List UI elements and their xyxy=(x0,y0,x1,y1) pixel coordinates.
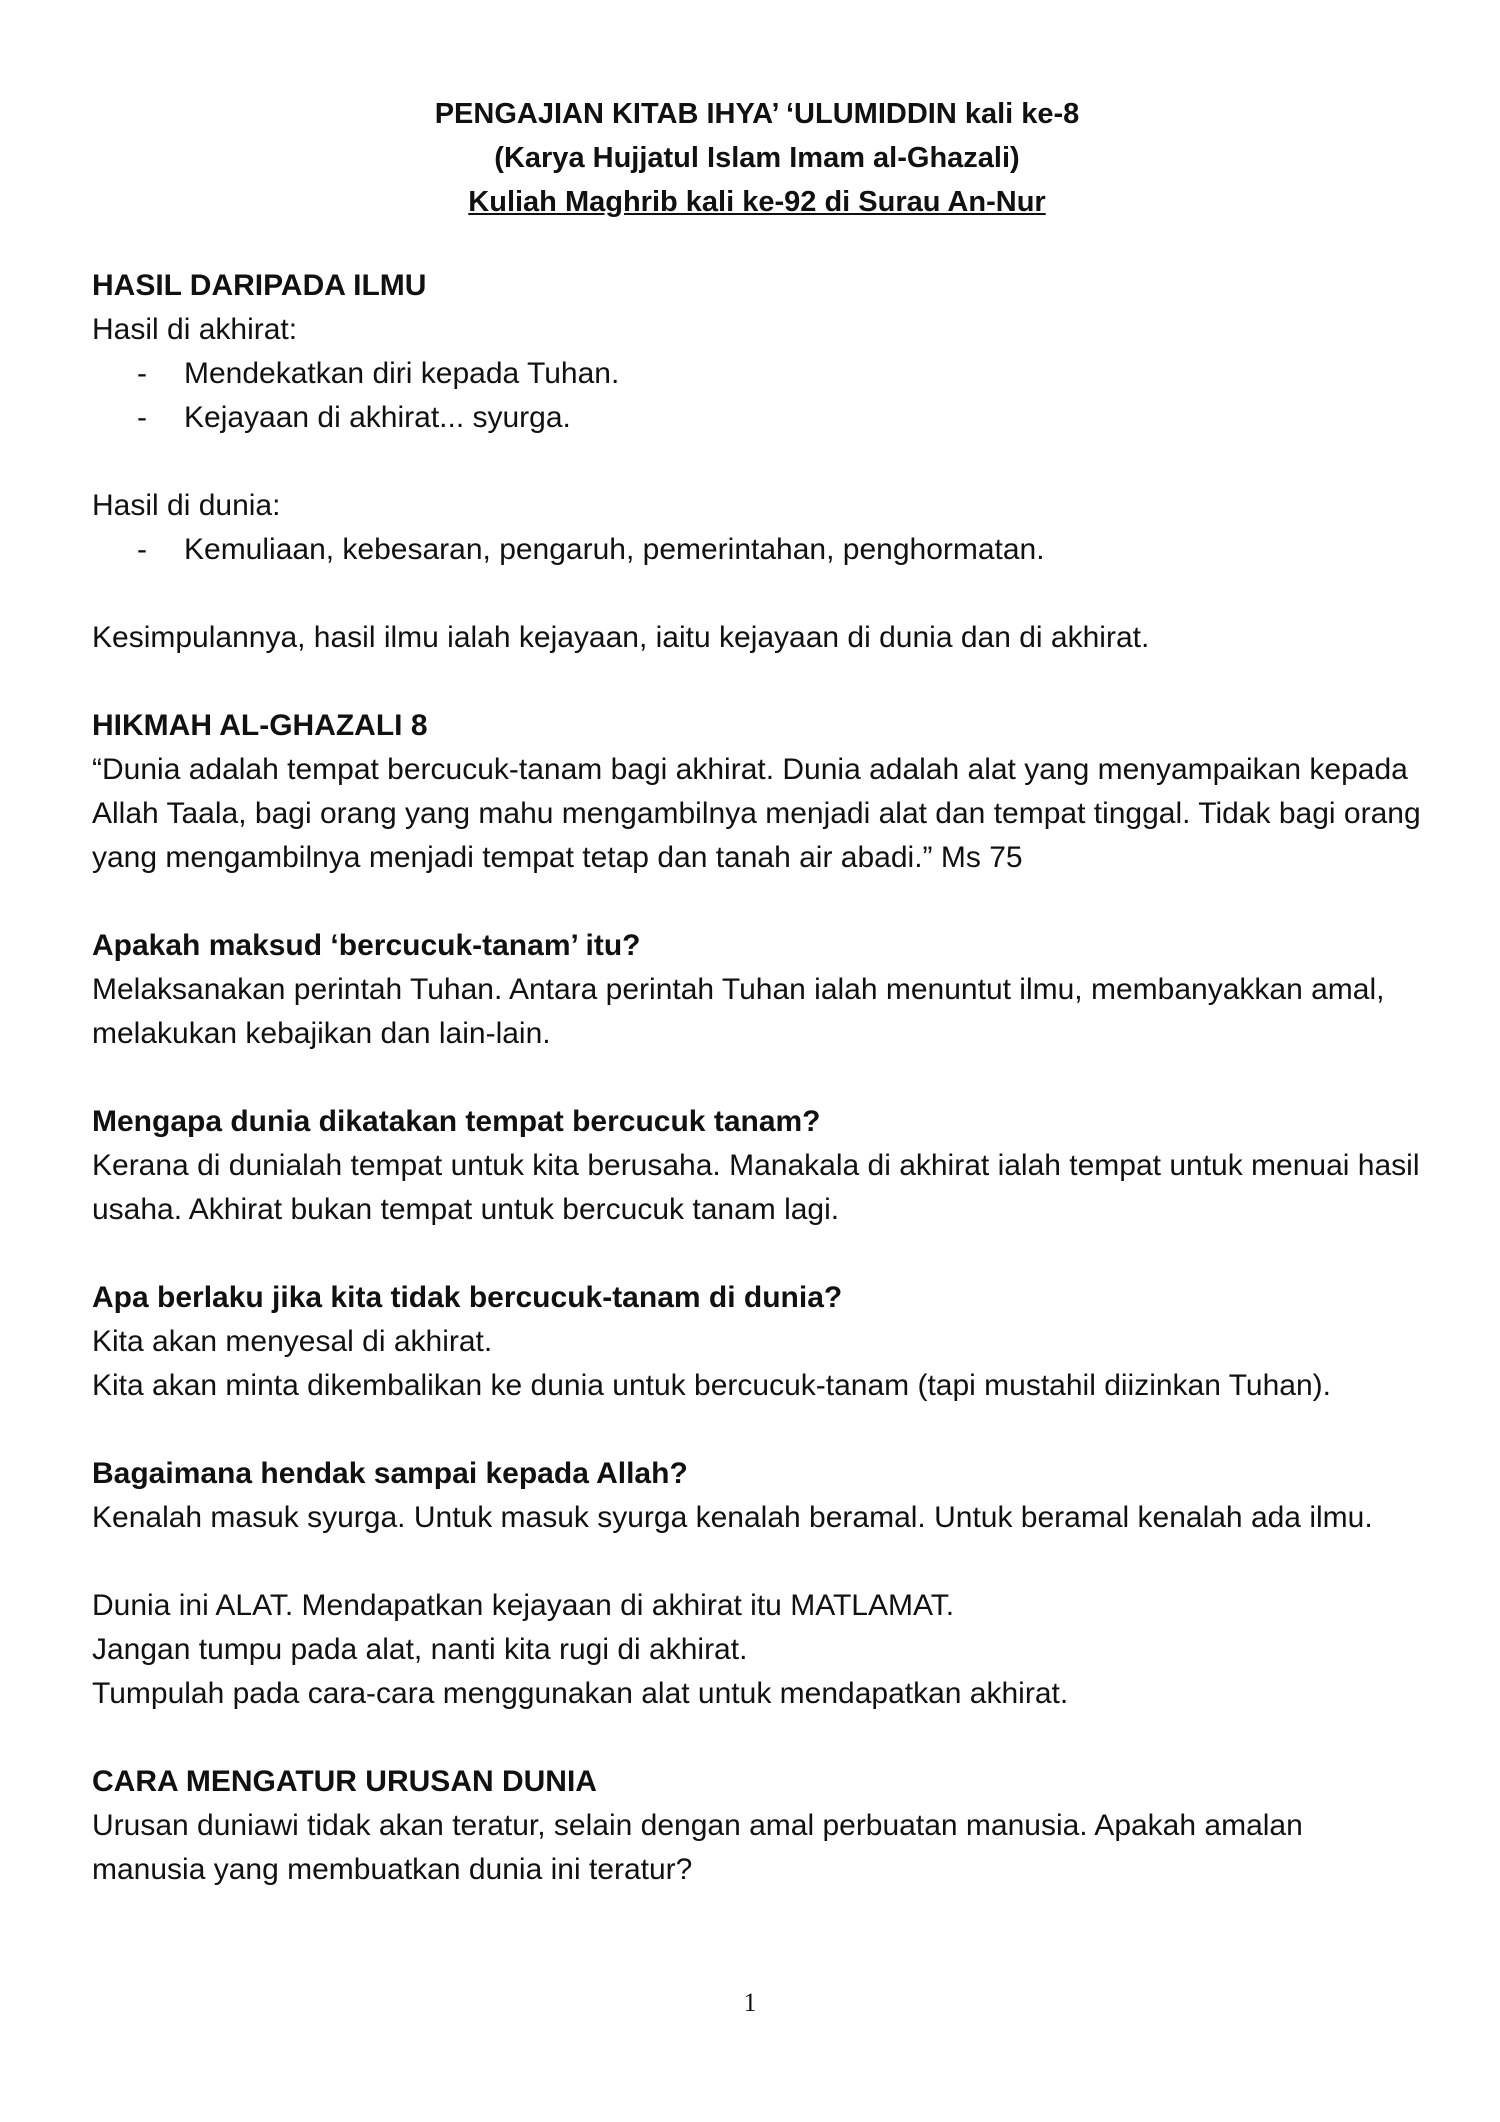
list-item xyxy=(92,528,1422,572)
question-answer: Kenalah masuk syurga. Untuk masuk syurga kenalah beramal. Untuk beramal kenalah ada ilmu. xyxy=(92,1501,1373,1534)
dunia-list xyxy=(92,528,1422,572)
section-heading: CARA MENGATUR URUSAN DUNIA xyxy=(92,1765,597,1798)
page-number: 1 xyxy=(743,1988,757,2017)
dash-marker: - xyxy=(137,357,147,390)
section-question-1 xyxy=(92,924,1422,1056)
question-heading: Mengapa dunia dikatakan tempat bercucuk tanam? xyxy=(92,1105,821,1138)
document-header xyxy=(92,92,1422,224)
question-answer-line: Kita akan minta dikembalikan ke dunia untuk bercucuk-tanam (tapi mustahil diizinkan Tuhan). xyxy=(92,1369,1331,1402)
section-question-4 xyxy=(92,1452,1422,1540)
list-item xyxy=(92,396,1422,440)
list-item xyxy=(92,352,1422,396)
paragraph-line: Tumpulah pada cara-cara menggunakan alat untuk mendapatkan akhirat. xyxy=(92,1677,1069,1710)
section-hikmah xyxy=(92,704,1422,880)
section-question-3 xyxy=(92,1276,1422,1408)
conclusion-text: Kesimpulannya, hasil ilmu ialah kejayaan, iaitu kejayaan di dunia dan di akhirat. xyxy=(92,621,1150,654)
question-heading: Apakah maksud ‘bercucuk-tanam’ itu? xyxy=(92,929,641,962)
question-answer-line: Kita akan menyesal di akhirat. xyxy=(92,1325,493,1358)
list-item-text: Mendekatkan diri kepada Tuhan. xyxy=(184,357,620,390)
section-question-2 xyxy=(92,1100,1422,1232)
section-hasil-ilmu xyxy=(92,264,1422,660)
dash-marker: - xyxy=(137,401,147,434)
dunia-label: Hasil di dunia: xyxy=(92,489,281,522)
paragraph-line: Dunia ini ALAT. Mendapatkan kejayaan di akhirat itu MATLAMAT. xyxy=(92,1589,955,1622)
section-cara-mengatur xyxy=(92,1760,1422,1892)
question-answer: Kerana di dunialah tempat untuk kita berusaha. Manakala di akhirat ialah tempat untuk menuai hasil usaha. Akhirat bukan tempat untuk bercucuk tanam lagi. xyxy=(92,1149,1420,1226)
dash-marker: - xyxy=(137,533,147,566)
question-heading: Bagaimana hendak sampai kepada Allah? xyxy=(92,1457,688,1490)
question-heading: Apa berlaku jika kita tidak bercucuk-tanam di dunia? xyxy=(92,1281,843,1314)
section-text: Urusan duniawi tidak akan teratur, selain dengan amal perbuatan manusia. Apakah amalan manusia yang membuatkan dunia ini teratur? xyxy=(92,1809,1303,1886)
hikmah-quote: “Dunia adalah tempat bercucuk-tanam bagi akhirat. Dunia adalah alat yang menyampaikan kepada Allah Taala, bagi orang yang mahu mengambilnya menjadi alat dan tempat tinggal. Tidak bagi orang yang mengambilnya menjadi tempat tetap dan tanah air abadi.” Ms 75 xyxy=(92,753,1421,874)
akhirat-list xyxy=(92,352,1422,440)
header-title: PENGAJIAN KITAB IHYA’ ‘ULUMIDDIN kali ke-8 xyxy=(434,98,1080,130)
list-item-text: Kejayaan di akhirat... syurga. xyxy=(184,401,571,434)
section-heading: HIKMAH AL-GHAZALI 8 xyxy=(92,709,428,742)
header-lecture-info: Kuliah Maghrib kali ke-92 di Surau An-Nur xyxy=(468,186,1046,218)
section-alat-matlamat xyxy=(92,1584,1422,1716)
question-answer: Melaksanakan perintah Tuhan. Antara perintah Tuhan ialah menuntut ilmu, membanyakkan amal, melakukan kebajikan dan lain-lain. xyxy=(92,973,1385,1050)
akhirat-label: Hasil di akhirat: xyxy=(92,313,298,346)
document-page xyxy=(92,92,1422,1892)
paragraph-line: Jangan tumpu pada alat, nanti kita rugi di akhirat. xyxy=(92,1633,748,1666)
list-item-text: Kemuliaan, kebesaran, pengaruh, pemerintahan, penghormatan. xyxy=(184,533,1045,566)
section-heading: HASIL DARIPADA ILMU xyxy=(92,269,427,302)
header-subtitle: (Karya Hujjatul Islam Imam al-Ghazali) xyxy=(494,142,1020,174)
